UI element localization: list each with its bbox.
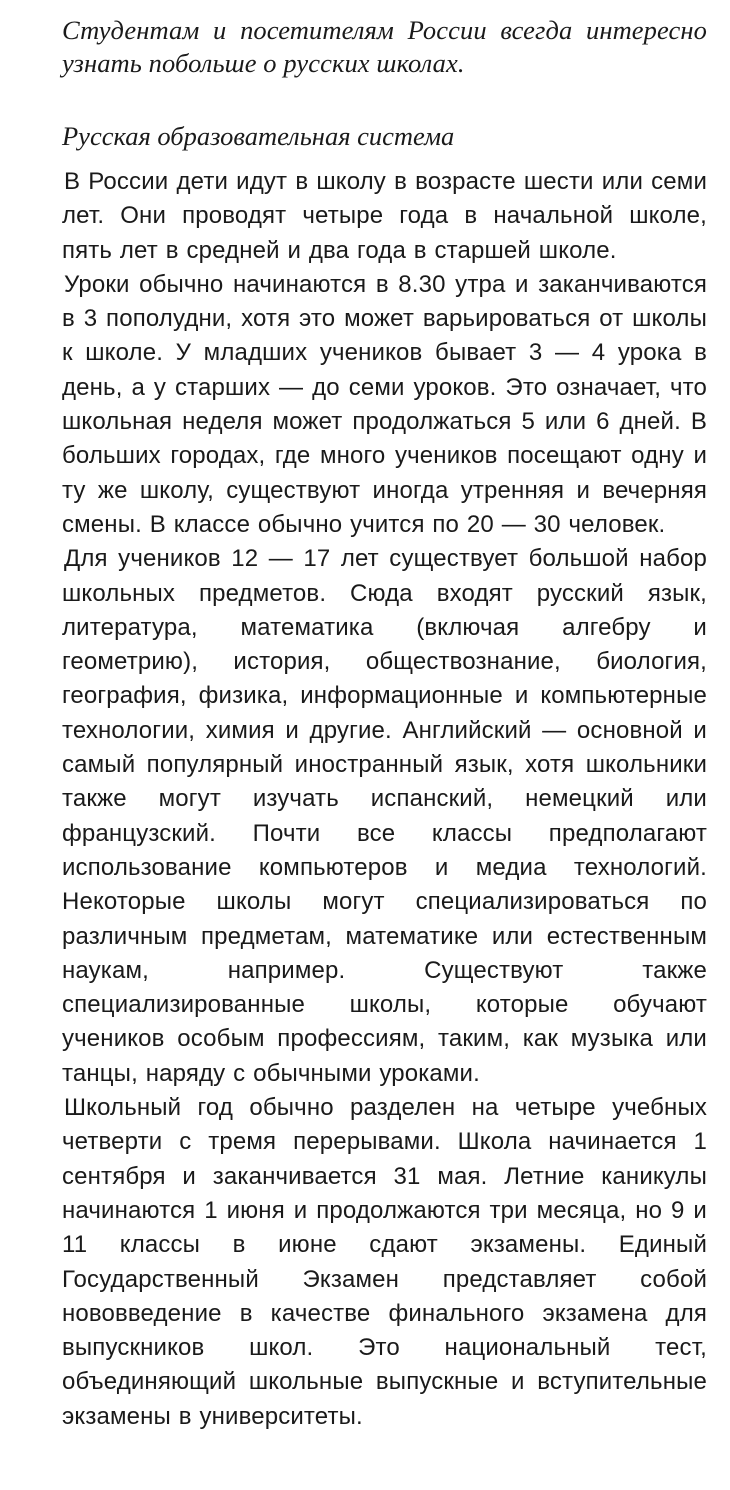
section-title: Русская образовательная система bbox=[62, 121, 455, 151]
document-page bbox=[62, 14, 707, 1434]
paragraph-lessons: Уроки обычно начинаются в 8.30 утра и заканчиваются в 3 пополудни, хотя это может варьироваться от школы к школе. У младших учеников бывает 3 — 4 урока в день, а у старших — до семи уроков. Это означает, что школьная неделя может продолжаться 5 или 6 дней. В больших городах, где много учеников посещают одну и ту же школу, существуют иногда утренняя и вечерняя смены. В классе обычно учится по 20 — 30 человек. bbox=[62, 270, 707, 538]
paragraph-age: В России дети идут в школу в возрасте шести или семи лет. Они проводят четыре года в начальной школе, пять лет в средней и два года в старшей школе. bbox=[62, 168, 707, 264]
paragraph-school-year: Школьный год обычно разделен на четыре учебных четверти с тремя перерывами. Школа начинается 1 сентября и заканчивается 31 мая. Летние каникулы начинаются 1 июня и продолжаются три месяца, но 9 и 11 классы в июне сдают экзамены. Единый Государственный Экзамен представляет собой нововведение в качестве финального экзамена для выпускников школ. Это национальный тест, объединяющий школьные выпускные и вступительные экзамены в университеты. bbox=[62, 1094, 707, 1430]
paragraph-subjects: Для учеников 12 — 17 лет существует большой набор школьных предметов. Сюда входят русский язык, литература, математика (включая алгебру и геометрию), история, обществознание, биология, география, физика, информационные и компьютерные технологии, химия и другие. Английский — основной и самый популярный иностранный язык, хотя школьники также могут изучать испанский, немецкий или французский. Почти все классы предполагают использование компьютеров и медиа технологий. Некоторые школы могут специализироваться по различным предметам, математике или естественным наукам, например. Существуют также специализированные школы, которые обучают учеников особым профессиям, таким, как музыка или танцы, наряду с обычными уроками. bbox=[62, 545, 707, 1087]
intro-text: Студентам и посетителям России всегда интересно узнать побольше о русских школах. bbox=[62, 15, 707, 78]
